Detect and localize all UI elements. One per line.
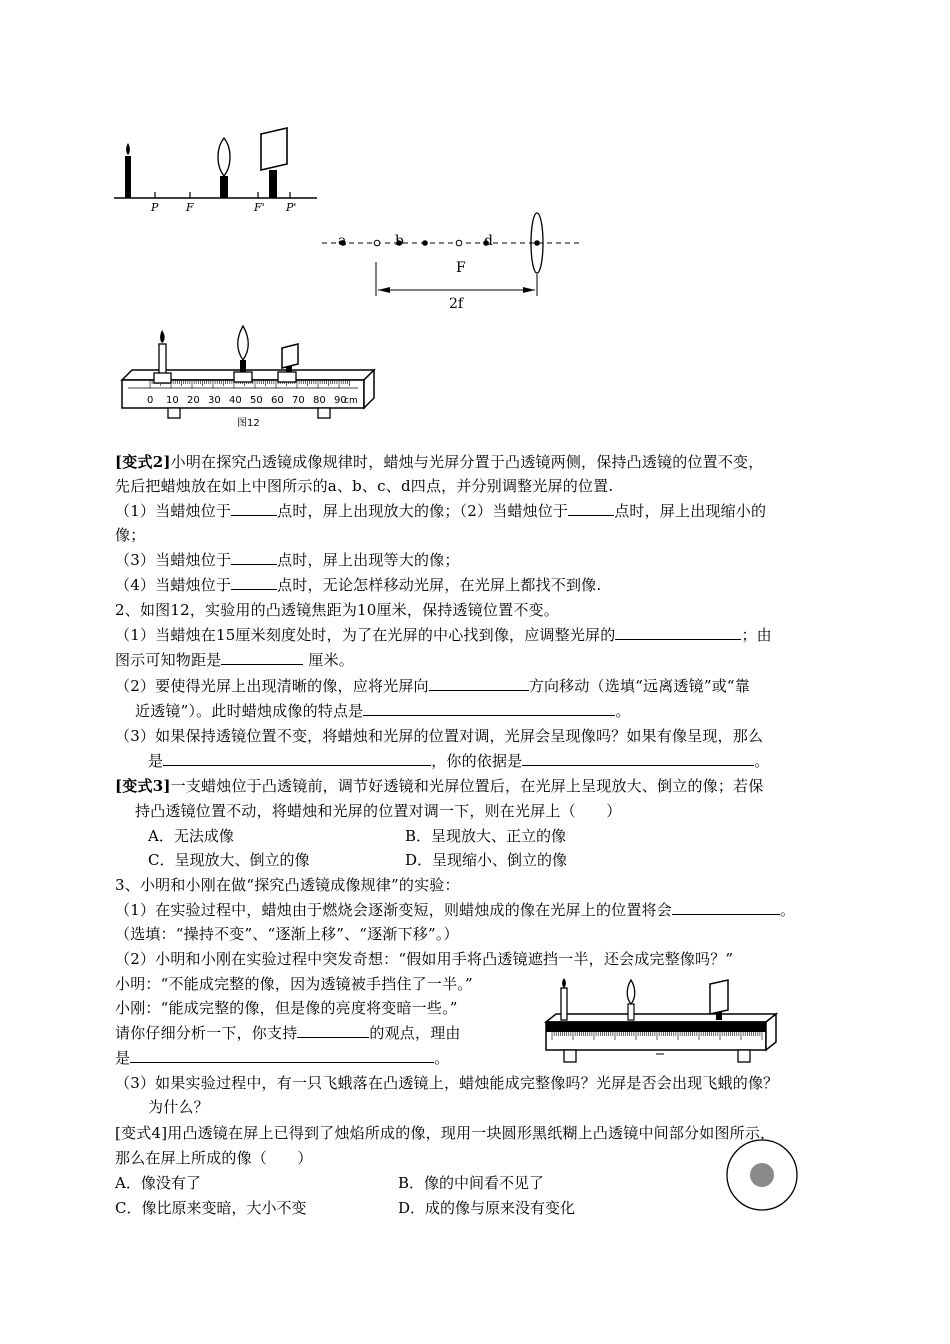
problem3-s3: （3）如果实验过程中，有一只飞蛾落在凸透镜上，蜡烛能成完整像吗？光屏是否会出现飞蛾的像？ — [115, 1074, 779, 1092]
problem3-ask-cont: 是 。 — [115, 1046, 449, 1070]
variant2-line1: [变式2]小明在探究凸透镜成像规律时，蜡烛与光屏分置于凸透镜两侧，保持凸透镜的位置不变， — [115, 453, 764, 471]
problem2-s3-cont: 是 ，你的依据是 。 — [148, 749, 770, 773]
variant4-option-c[interactable]: C．像比原来变暗，大小不变 — [115, 1199, 307, 1217]
variant4-option-a[interactable]: A．像没有了 — [115, 1174, 201, 1192]
figure-candle-lens-screen — [112, 126, 322, 216]
problem3-s1: （1）在实验过程中，蜡烛由于燃烧会逐渐变短，则蜡烛成的像在光屏上的位置将会 。 — [115, 898, 795, 922]
variant4-line2: 那么在屏上所成的像（ ） — [115, 1149, 313, 1167]
problem2-title: 2、如图12，实验用的凸透镜焦距为10厘米，保持透镜位置不变。 — [115, 601, 559, 619]
problem2-s1-cont: 图示可知物距是 厘米。 — [115, 648, 354, 672]
problem2-s1: （1）当蜡烛在15厘米刻度处时，为了在光屏的中心找到像，应调整光屏的 ；由 — [115, 623, 772, 647]
ruler-label: 0 — [147, 395, 154, 406]
ruler-label: 70 — [292, 395, 305, 406]
focus-label: F — [456, 260, 466, 276]
ruler-label: 90 — [334, 395, 347, 406]
ruler-label: 10 — [166, 395, 179, 406]
problem3-ask: 请你仔细分析一下，你支持 的观点，理由 — [115, 1021, 461, 1045]
answer-blank[interactable] — [615, 623, 741, 640]
figure-covered-lens — [724, 1137, 804, 1217]
twof-label: 2f — [449, 296, 464, 312]
point-a-label: a — [338, 233, 347, 249]
label-f-prime: F' — [254, 201, 265, 214]
problem3-s2: （2）小明和小刚在实验过程中突发奇想：“假如用手将凸透镜遮挡一半，还会成完整像吗？” — [115, 950, 734, 968]
answer-blank[interactable] — [163, 749, 431, 766]
label-p: P — [151, 201, 159, 214]
screen-icon — [261, 128, 287, 198]
ruler-label: 60 — [271, 395, 284, 406]
variant3-line2: 持凸透镜位置不动，将蜡烛和光屏的位置对调一下，则在光屏上（ ） — [135, 802, 622, 820]
variant2-line2: 先后把蜡烛放在如上中图所示的a、b、c、d四点，并分别调整光屏的位置. — [115, 477, 614, 495]
answer-blank[interactable] — [363, 699, 615, 716]
figure-axis-points — [318, 212, 588, 312]
variant3-option-d[interactable]: D．呈现缩小、倒立的像 — [405, 851, 568, 869]
variant3-option-a[interactable]: A．无法成像 — [148, 827, 234, 845]
answer-blank[interactable] — [297, 1021, 369, 1038]
point-d-label: d — [484, 233, 493, 249]
answer-blank[interactable] — [221, 648, 303, 665]
black-paper-icon — [750, 1163, 774, 1187]
screen-icon — [278, 344, 298, 382]
label-f: F — [186, 201, 194, 214]
ruler-label: 30 — [208, 395, 221, 406]
figure-caption: 图12 — [237, 418, 260, 429]
answer-blank[interactable] — [568, 499, 614, 516]
variant2-q1: （1）当蜡烛位于 点时，屏上出现放大的像；（2）当蜡烛位于 点时，屏上出现缩小的 — [115, 499, 766, 523]
variant2-q1-cont: 像； — [115, 526, 146, 544]
answer-blank[interactable] — [231, 499, 277, 516]
ruler-label: 50 — [250, 395, 263, 406]
answer-blank[interactable] — [231, 573, 277, 590]
variant4-line1: [变式4]用凸透镜在屏上已得到了烛焰所成的像，现用一块圆形黑纸糊上凸透镜中间部分如图所示， — [115, 1124, 776, 1142]
point-b-label: b — [395, 233, 404, 249]
answer-blank[interactable] — [130, 1046, 434, 1063]
variant2-tag: [变式2] — [115, 453, 171, 471]
variant4-option-d[interactable]: D．成的像与原来没有变化 — [398, 1199, 576, 1217]
variant3-tag: [变式3] — [115, 777, 171, 795]
ruler-unit: cm — [344, 396, 358, 406]
lens-icon — [627, 980, 635, 1020]
label-p-prime: P' — [286, 201, 297, 214]
lens-icon — [218, 138, 230, 198]
problem2-s3: （3）如果保持透镜位置不变，将蜡烛和光屏的位置对调，光屏会呈现像吗？如果有像呈现，那么 — [115, 727, 764, 745]
ruler-label: 40 — [229, 395, 242, 406]
candle-icon — [154, 330, 171, 383]
answer-blank[interactable] — [429, 674, 529, 691]
answer-blank[interactable] — [231, 548, 277, 565]
figure-optical-bench-12 — [112, 320, 377, 430]
variant2-q4: （4）当蜡烛位于 点时，无论怎样移动光屏，在光屏上都找不到像. — [115, 573, 601, 597]
xiaoming-opinion: 小明：“不能成完整的像，因为透镜被手挡住了一半。” — [115, 975, 473, 993]
variant3-line1: [变式3]一支蜡烛位于凸透镜前，调节好透镜和光屏位置后，在光屏上呈现放大、倒立的像；若保 — [115, 777, 764, 795]
ruler-label: 20 — [187, 395, 200, 406]
variant3-option-b[interactable]: B．呈现放大、正立的像 — [405, 827, 567, 845]
answer-blank[interactable] — [522, 749, 754, 766]
variant2-q3: （3）当蜡烛位于 点时，屏上出现等大的像； — [115, 548, 460, 572]
figure-optical-bench-3 — [538, 978, 783, 1070]
problem3-s1-hint: （选填：“操持不变”、“逐渐上移”、“逐渐下移”。） — [115, 925, 459, 943]
variant4-option-b[interactable]: B．像的中间看不见了 — [398, 1174, 545, 1192]
problem2-s2: （2）要使得光屏上出现清晰的像，应将光屏向 方向移动（选填“远离透镜”或“靠 — [115, 674, 750, 698]
lens-icon — [234, 326, 252, 382]
problem2-s2-cont: 近透镜”）。此时蜡烛成像的特点是 。 — [135, 699, 631, 723]
problem3-title: 3、小明和小刚在做“探究凸透镜成像规律”的实验： — [115, 876, 460, 894]
candle-icon — [561, 978, 567, 1020]
xiaogang-opinion: 小刚：“能成完整的像，但是像的亮度将变暗一些。” — [115, 999, 458, 1017]
variant3-option-c[interactable]: C．呈现放大、倒立的像 — [148, 851, 310, 869]
ruler-label: 80 — [313, 395, 326, 406]
candle-icon — [125, 156, 131, 198]
answer-blank[interactable] — [672, 898, 780, 915]
problem3-s3-cont: 为什么？ — [148, 1098, 209, 1116]
